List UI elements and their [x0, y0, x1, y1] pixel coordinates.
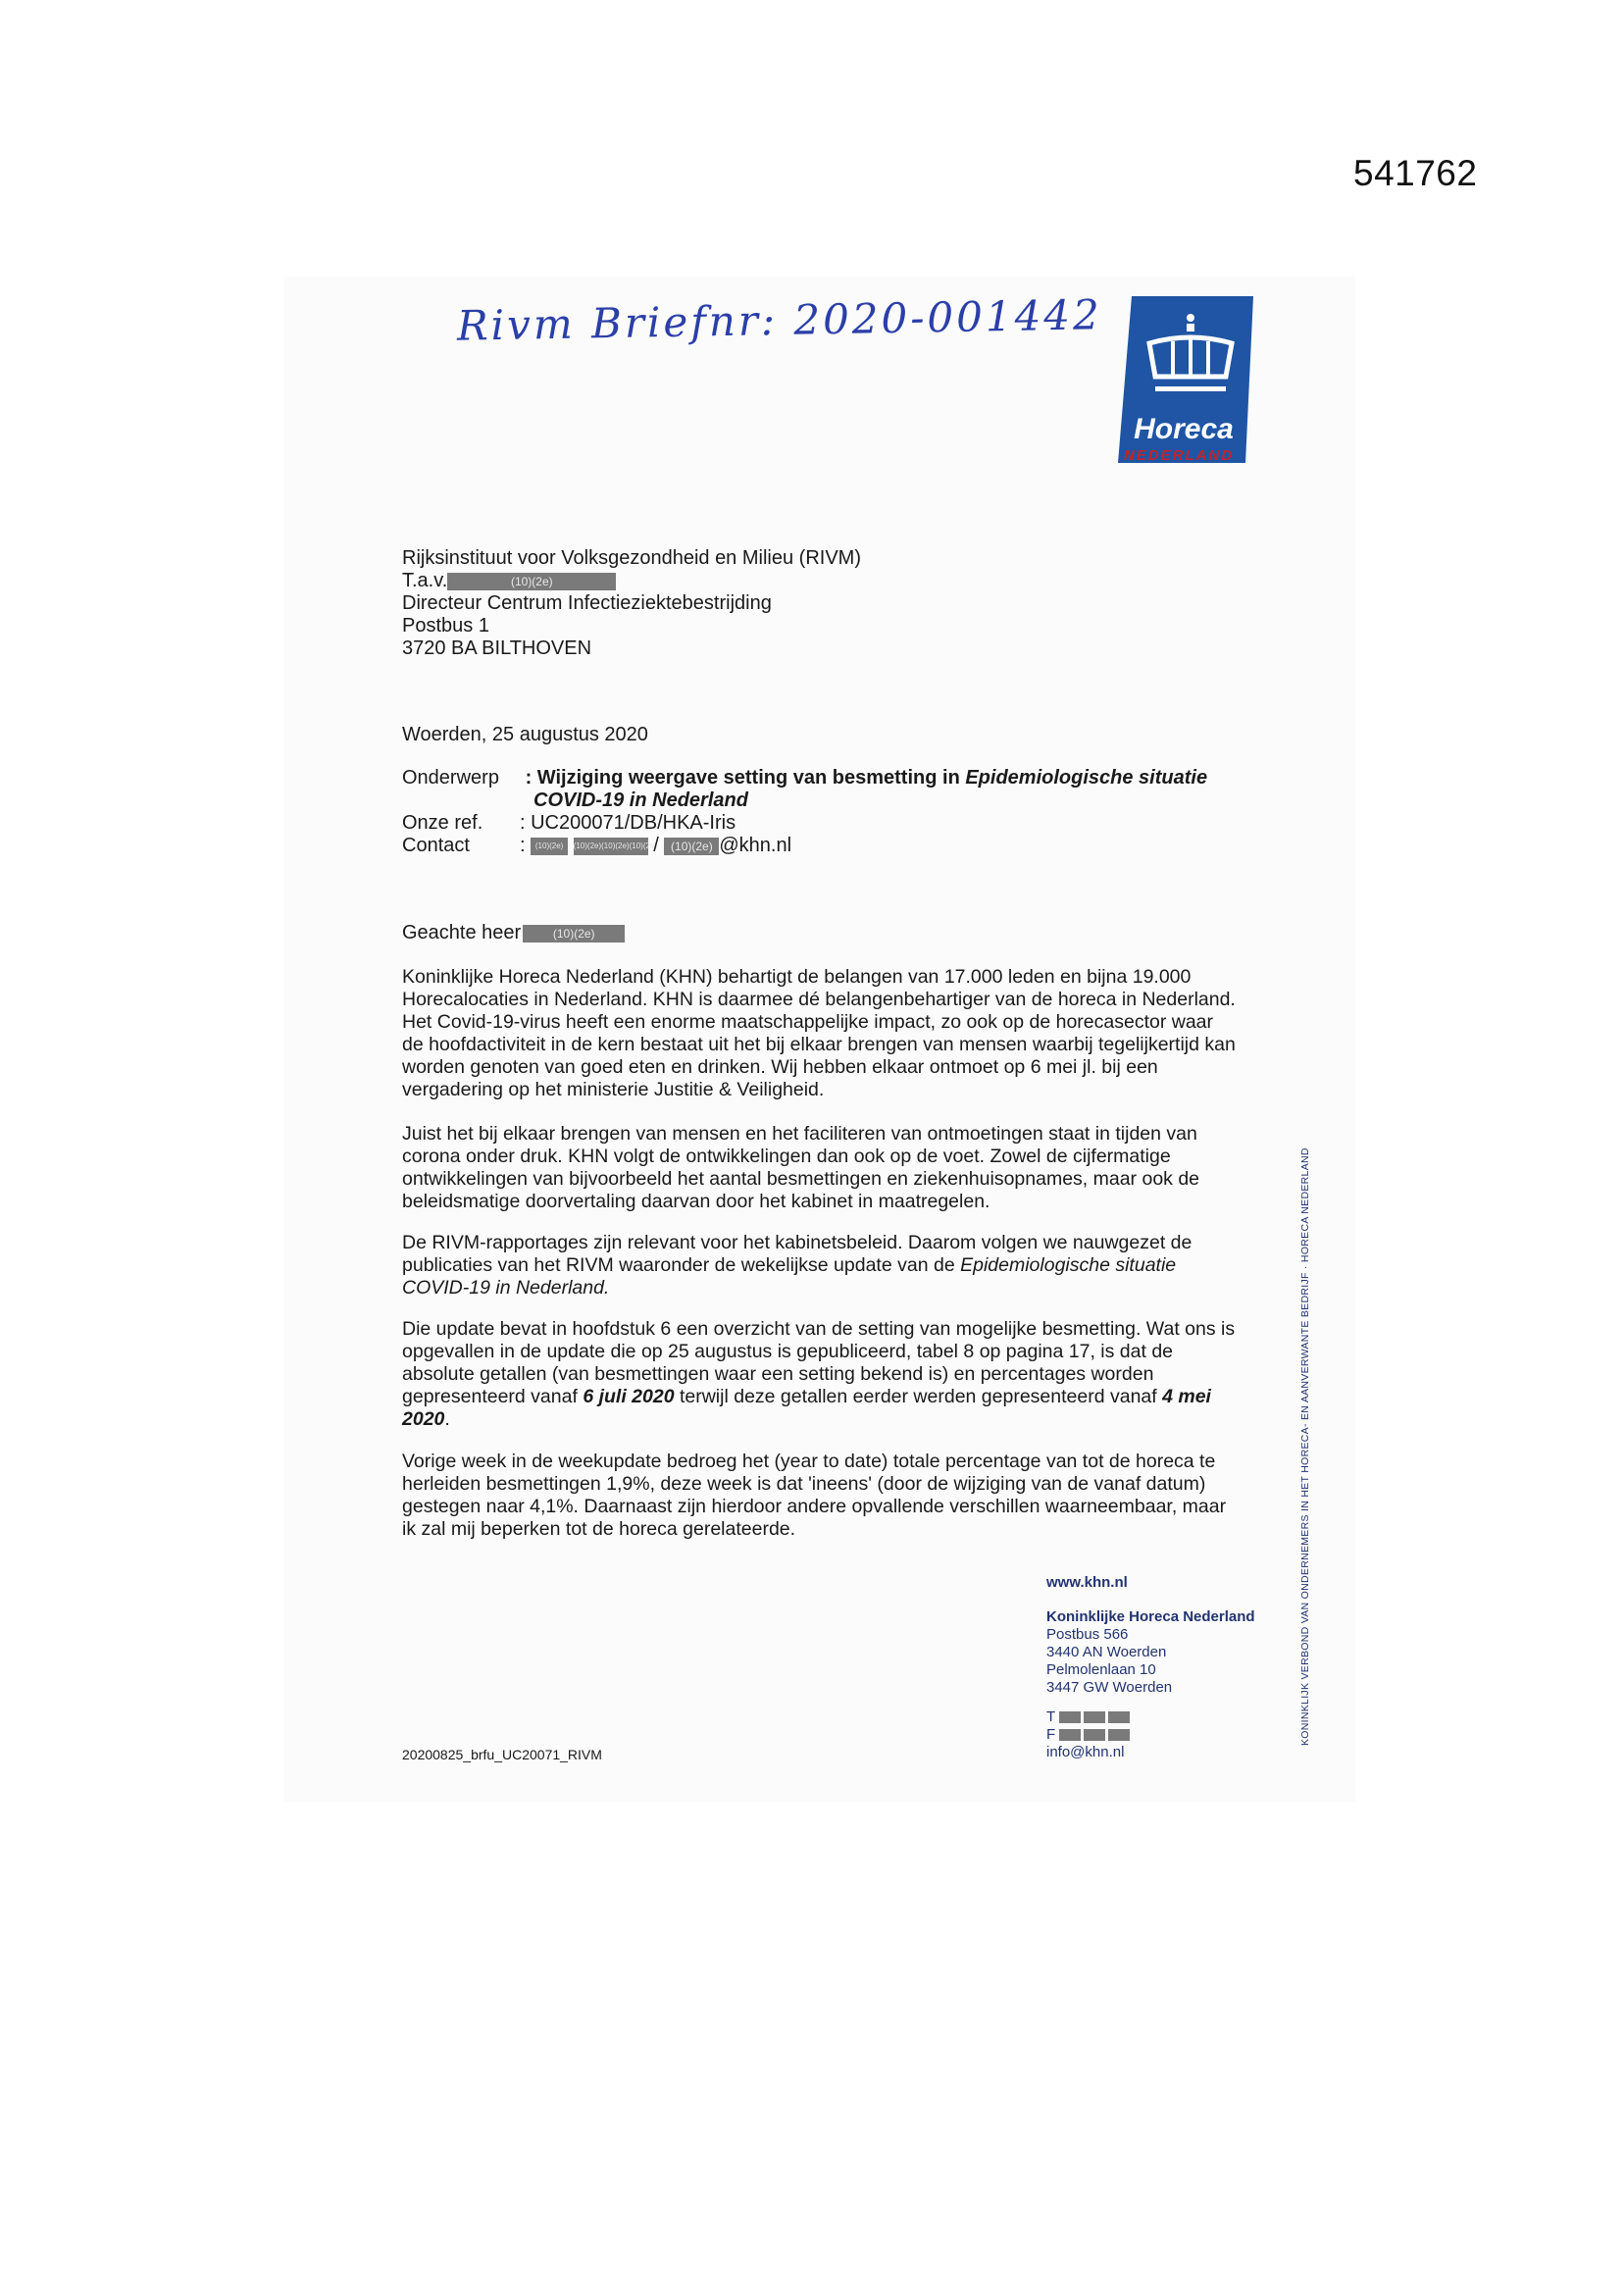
- footer-address: 3440 AN Woerden: [1046, 1644, 1167, 1660]
- ref-label: Onze ref.: [402, 812, 483, 834]
- subject-text: : Wijziging weergave setting van besmetting in: [525, 767, 966, 789]
- footer-address: Postbus 566: [1046, 1626, 1129, 1643]
- address-line: Postbus 1: [402, 615, 489, 637]
- paragraph: Koninklijke Horeca Nederland (KHN) behartigt de belangen van 17.000 leden en bijna 19.000 Horecalocaties in Nederland. KHN is daarmee dé belangenbehartiger van de horeca in Nederland. Het Covid-19-virus heeft een enorme maatschappelijke impact, zo ook op de horecasector waar de hoofdactiviteit in de kern bestaat uit het bij elkaar brengen van mensen waarbij tegelijkertijd kan worden genoten van goed eten en drinken. Wij hebben elkaar ontmoet op 6 mei jl. bij een vergadering op het ministerie Justitie & Veiligheid.: [402, 966, 1236, 1100]
- document-number: 541762: [1353, 153, 1478, 193]
- contact-label: Contact: [402, 835, 470, 856]
- side-text: KONINKLIJK VERBOND VAN ONDERNEMERS IN HET HORECA- EN AANVERWANTE BEDRIJF · HORECA NEDERLAND: [1299, 1147, 1311, 1746]
- footer-address: Pelmolenlaan 10: [1046, 1661, 1156, 1678]
- footer-email[interactable]: info@khn.nl: [1046, 1744, 1125, 1760]
- paragraph: Die update bevat in hoofdstuk 6 een overzicht van de setting van mogelijke besmetting. Wat ons is opgevallen in de update die op 25 augustus is gepubliceerd, tabel 8 op pagina 17, is dat de absolute getallen (van besmettingen waar een setting bekend is) en percentages worden gepresenteerd vanaf 6 juli 2020 terwijl deze getallen eerder werden gepresenteerd vanaf 4 mei 2020.: [402, 1318, 1236, 1430]
- paragraph: De RIVM-rapportages zijn relevant voor het kabinetsbeleid. Daarom volgen we nauwgezet de publicaties van het RIVM waaronder de wekelijkse update van de Epidemiologische situatie COVID-19 in Nederland.: [402, 1232, 1193, 1299]
- website-link[interactable]: www.khn.nl: [1046, 1574, 1128, 1591]
- ref-row: [402, 812, 736, 835]
- contact-email: @khn.nl: [719, 835, 792, 856]
- address-block: [402, 547, 861, 660]
- address-line: 3720 BA BILTHOVEN: [402, 637, 592, 659]
- subject-label: Onderwerp: [402, 767, 499, 789]
- footer-address: 3447 GW Woerden: [1046, 1679, 1173, 1696]
- subject-italic: Epidemiologische situatie: [965, 767, 1208, 789]
- redaction-box: [1059, 1711, 1081, 1723]
- redaction-box: [1059, 1729, 1081, 1741]
- redaction-box: [1108, 1729, 1130, 1741]
- paragraph: Juist het bij elkaar brengen van mensen en het faciliteren van ontmoetingen staat in tijden van corona onder druk. KHN volgt de ontwikkelingen dan ook op de voet. Zowel de cijfermatige ontwikkelingen van bijvoorbeeld het aantal besmettingen en ziekenhuisopnames, maar ook de beleidsmatige doorvertaling daarvan door het kabinet in maatregelen.: [402, 1123, 1200, 1212]
- redaction-box: (10)(2e): [664, 838, 719, 855]
- handwritten-reference: Rivm Briefnr: 2020-001442: [456, 290, 1103, 350]
- address-line: Rijksinstituut voor Volksgezondheid en Milieu (RIVM): [402, 547, 861, 569]
- logo-subtitle: NEDERLAND: [1124, 447, 1235, 464]
- ref-value: : UC200071/DB/HKA-Iris: [520, 812, 736, 834]
- redaction-box: [1108, 1711, 1130, 1723]
- place-date: Woerden, 25 augustus 2020: [402, 724, 648, 745]
- subject-row: [402, 767, 1207, 790]
- redaction-box: (10)(2e): [523, 925, 625, 943]
- footer-fax: F: [1046, 1726, 1133, 1744]
- contact-row: Contact : (10)(2e) (10)(2e)(10)(2e)(10)(2e) / (10)(2e) @khn.nl: [402, 835, 792, 856]
- address-line: Directeur Centrum Infectieziektebestrijding: [402, 592, 772, 614]
- redaction-box: [1084, 1711, 1105, 1723]
- address-tav: T.a.v. (10)(2e): [402, 570, 861, 592]
- horeca-logo: [1118, 296, 1253, 463]
- salutation: Geachte heer (10)(2e): [402, 922, 625, 944]
- footer-phone: T: [1046, 1708, 1133, 1726]
- redaction-box: (10)(2e): [447, 573, 616, 590]
- footer-org: Koninklijke Horeca Nederland: [1046, 1608, 1255, 1625]
- redaction-box: (10)(2e): [531, 838, 568, 855]
- redaction-box: (10)(2e)(10)(2e)(10)(2e): [574, 838, 648, 855]
- subject-italic-2: COVID-19 in Nederland: [533, 790, 748, 811]
- redaction-box: [1084, 1729, 1105, 1741]
- file-reference: 20200825_brfu_UC20071_RIVM: [402, 1747, 602, 1762]
- paragraph: Vorige week in de weekupdate bedroeg het (year to date) totale percentage van tot de horeca te herleiden besmettingen 1,9%, deze week is dat 'ineens' (door de wijziging van de vanaf datum) gestegen naar 4,1%. Daarnaast zijn hierdoor andere opvallende verschillen waarneembaar, maar ik zal mij beperken tot de horeca gerelateerde.: [402, 1451, 1227, 1540]
- subject-continued: [533, 790, 748, 812]
- logo-text: Horeca: [1134, 413, 1234, 445]
